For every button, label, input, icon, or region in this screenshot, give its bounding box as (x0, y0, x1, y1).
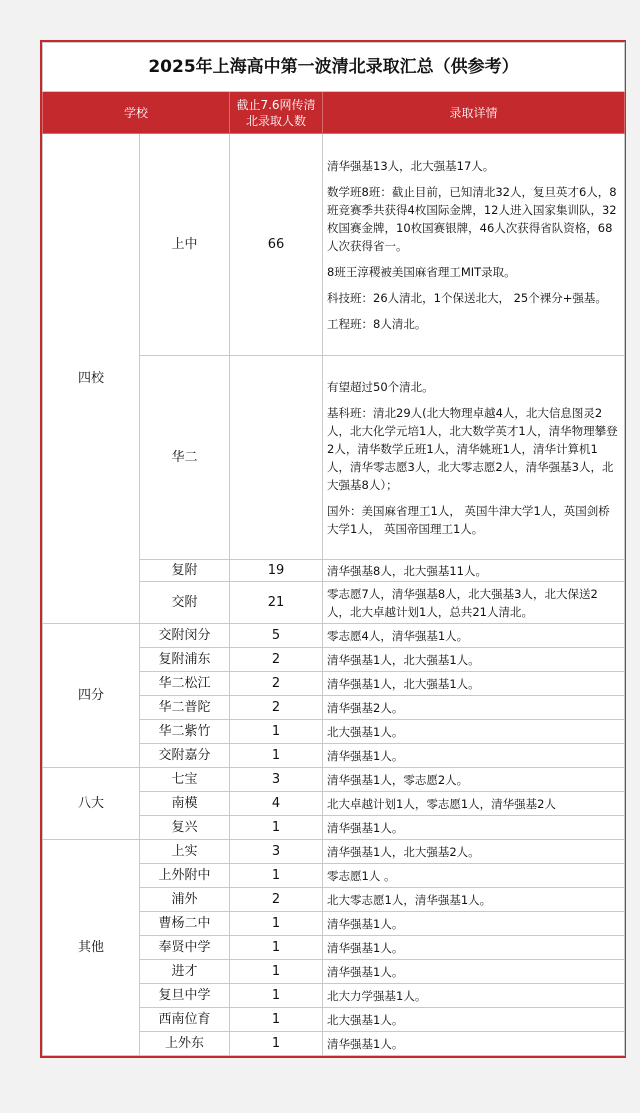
group-name: 四校 (43, 134, 140, 624)
detail-paragraph: 清华强基8人，北大强基11人。 (327, 563, 487, 578)
detail-paragraph: 北大卓越计划1人，零志愿1人，清华强基2人 (327, 796, 556, 811)
school-name: 交附嘉分 (140, 744, 230, 768)
detail-paragraph: 清华强基1人，零志愿2人。 (327, 772, 469, 787)
admission-detail (323, 1032, 625, 1056)
school-name: 交附闵分 (140, 624, 230, 648)
school-name: 复附浦东 (140, 648, 230, 672)
admission-count: 1 (230, 744, 323, 768)
detail-paragraph: 零志愿7人，清华强基8人，北大强基3人，北大保送2人，北大卓越计划1人，总共21人清北。 (327, 586, 598, 619)
detail-paragraph: 清华强基1人。 (327, 1036, 404, 1051)
admission-count: 1 (230, 936, 323, 960)
school-name: 交附 (140, 582, 230, 624)
admission-detail (323, 888, 625, 912)
admission-count (230, 356, 323, 560)
detail-paragraph: 数学班8班：截止目前，已知清北32人，复旦英才6人，8班竞赛季共获得4枚国际金牌，12人进入国家集训队，32枚国赛金牌，10枚国赛银牌，46人次获得省队资格，68人次获得省一。 (327, 184, 617, 253)
group-name: 四分 (43, 624, 140, 768)
summary-table (42, 42, 625, 1056)
detail-paragraph: 清华强基1人。 (327, 748, 404, 763)
school-name: 西南位育 (140, 1008, 230, 1032)
group-name: 八大 (43, 768, 140, 840)
admission-detail (323, 864, 625, 888)
admission-count: 21 (230, 582, 323, 624)
admission-count: 1 (230, 864, 323, 888)
header-count: 截止7.6网传清北录取人数 (230, 92, 323, 134)
detail-paragraph: 清华强基1人，北大强基1人。 (327, 652, 480, 667)
admission-count: 2 (230, 696, 323, 720)
admission-detail (323, 744, 625, 768)
detail-paragraph: 清华强基13人，北大强基17人。 (327, 158, 495, 173)
admission-count: 2 (230, 648, 323, 672)
admission-count: 1 (230, 720, 323, 744)
admission-count: 1 (230, 1008, 323, 1032)
admission-detail (323, 792, 625, 816)
admission-count: 1 (230, 984, 323, 1008)
detail-paragraph: 国外：美国麻省理工1人， 英国牛津大学1人，英国剑桥大学1人， 英国帝国理工1人。 (327, 503, 610, 536)
detail-paragraph: 清华强基1人。 (327, 964, 404, 979)
school-name: 复兴 (140, 816, 230, 840)
school-name: 南模 (140, 792, 230, 816)
detail-paragraph: 8班王淳稷被美国麻省理工MIT录取。 (327, 264, 516, 279)
admission-detail (323, 672, 625, 696)
header-school: 学校 (43, 92, 230, 134)
group-name: 其他 (43, 840, 140, 1056)
table-row (43, 624, 625, 648)
school-name: 上外附中 (140, 864, 230, 888)
admission-detail (323, 648, 625, 672)
admission-count: 66 (230, 134, 323, 356)
admission-count: 2 (230, 888, 323, 912)
admission-count: 1 (230, 1032, 323, 1056)
table-title: 2025年上海高中第一波清北录取汇总（供参考） (43, 43, 625, 92)
detail-paragraph: 清华强基1人。 (327, 940, 404, 955)
admission-detail (323, 984, 625, 1008)
school-name: 上外东 (140, 1032, 230, 1056)
detail-paragraph: 清华强基1人，北大强基1人。 (327, 676, 480, 691)
detail-paragraph: 有望超过50个清北。 (327, 379, 434, 394)
admission-count: 5 (230, 624, 323, 648)
admission-detail (323, 624, 625, 648)
school-name: 华二普陀 (140, 696, 230, 720)
school-name: 七宝 (140, 768, 230, 792)
admission-detail (323, 816, 625, 840)
detail-paragraph: 清华强基1人，北大强基2人。 (327, 844, 480, 859)
admission-detail (323, 356, 625, 560)
admission-detail (323, 936, 625, 960)
school-name: 上中 (140, 134, 230, 356)
admission-detail (323, 696, 625, 720)
admission-count: 3 (230, 768, 323, 792)
admission-count: 1 (230, 960, 323, 984)
detail-paragraph: 零志愿4人，清华强基1人。 (327, 628, 469, 643)
table-row (43, 768, 625, 792)
admission-detail (323, 1008, 625, 1032)
detail-paragraph: 零志愿1人 。 (327, 868, 396, 883)
admission-detail (323, 960, 625, 984)
admission-count: 1 (230, 816, 323, 840)
admission-count: 19 (230, 560, 323, 582)
admission-detail (323, 768, 625, 792)
admission-count: 4 (230, 792, 323, 816)
detail-paragraph: 科技班：26人清北，1个保送北大， 25个裸分+强基。 (327, 290, 607, 305)
school-name: 进才 (140, 960, 230, 984)
detail-paragraph: 北大零志愿1人，清华强基1人。 (327, 892, 492, 907)
table-row (43, 840, 625, 864)
admission-detail (323, 840, 625, 864)
admission-count: 1 (230, 912, 323, 936)
admission-detail (323, 582, 625, 624)
admission-summary-table (40, 40, 626, 1058)
school-name: 华二松江 (140, 672, 230, 696)
detail-paragraph: 清华强基2人。 (327, 700, 404, 715)
admission-detail (323, 720, 625, 744)
detail-paragraph: 北大强基1人。 (327, 724, 404, 739)
table-body (43, 134, 625, 1056)
admission-count: 2 (230, 672, 323, 696)
header-detail: 录取详情 (323, 92, 625, 134)
school-name: 复旦中学 (140, 984, 230, 1008)
admission-detail (323, 560, 625, 582)
detail-paragraph: 清华强基1人。 (327, 820, 404, 835)
admission-detail (323, 134, 625, 356)
school-name: 浦外 (140, 888, 230, 912)
detail-paragraph: 工程班：8人清北。 (327, 316, 427, 331)
admission-detail (323, 912, 625, 936)
school-name: 复附 (140, 560, 230, 582)
detail-paragraph: 清华强基1人。 (327, 916, 404, 931)
detail-paragraph: 基科班：清北29人(北大物理卓越4人，北大信息图灵2人，北大化学元培1人，北大数学英才1人，清华物理攀登 2人，清华数学丘班1人，清华姚班1人，清华计算机1人，清华零志愿3人，北大零志愿2人，清华强基3人，北大强基8人）； (327, 405, 618, 492)
table-row (43, 134, 625, 356)
admission-count: 3 (230, 840, 323, 864)
school-name: 奉贤中学 (140, 936, 230, 960)
detail-paragraph: 北大强基1人。 (327, 1012, 404, 1027)
school-name: 华二紫竹 (140, 720, 230, 744)
school-name: 上实 (140, 840, 230, 864)
school-name: 曹杨二中 (140, 912, 230, 936)
school-name: 华二 (140, 356, 230, 560)
detail-paragraph: 北大力学强基1人。 (327, 988, 427, 1003)
